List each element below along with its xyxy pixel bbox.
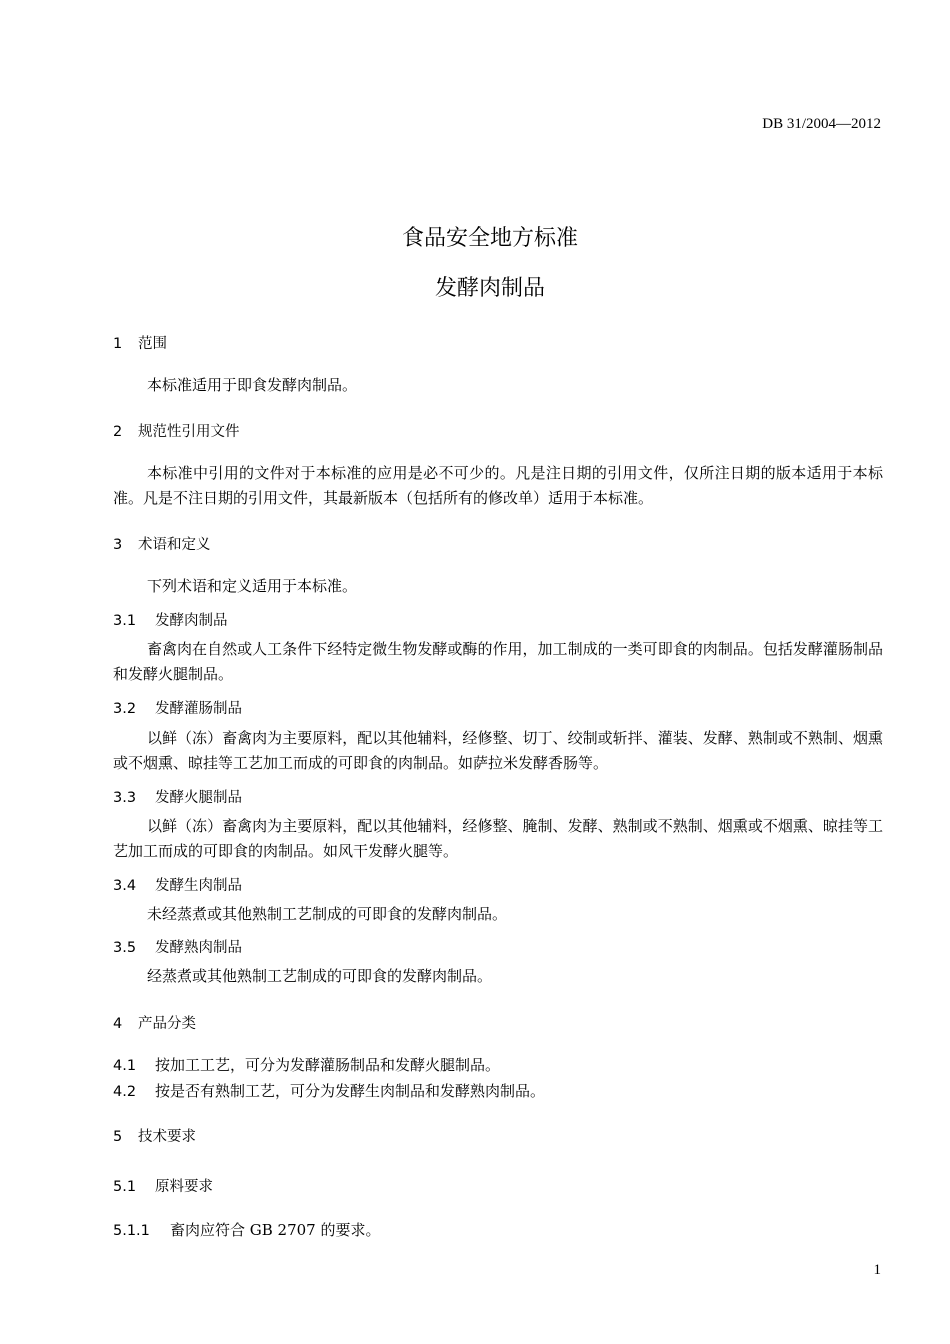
section-number: 3.2 xyxy=(113,701,137,717)
section-number: 3.3 xyxy=(113,790,137,806)
section-3-text: 下列术语和定义适用于本标准。 xyxy=(147,577,358,595)
section-title: 范围 xyxy=(138,336,167,352)
standard-code: DB 31/2004—2012 xyxy=(762,116,881,132)
section-number: 3 xyxy=(113,537,123,553)
section-3-3-text: 以鲜（冻）畜禽肉为主要原料，配以其他辅料，经修整、腌制、发酵、熟制或不熟制、烟熏或不烟熏、晾挂等工艺加工而成的可即食的肉制品。如风干发酵火腿等。 xyxy=(113,817,883,860)
section-3-5-text: 经蒸煮或其他熟制工艺制成的可即食的发酵肉制品。 xyxy=(147,967,493,985)
section-title: 发酵火腿制品 xyxy=(155,790,242,806)
section-number: 5 xyxy=(113,1129,123,1145)
section-number: 5.1.1 xyxy=(113,1223,150,1239)
section-title: 产品分类 xyxy=(138,1016,196,1032)
section-4-heading xyxy=(113,1012,196,1033)
section-title: 发酵肉制品 xyxy=(155,613,228,629)
section-5-1-heading xyxy=(113,1175,213,1196)
section-3-4-text: 未经蒸煮或其他熟制工艺制成的可即食的发酵肉制品。 xyxy=(147,905,508,923)
section-3-1-text: 畜禽肉在自然或人工条件下经特定微生物发酵或酶的作用，加工制成的一类可即食的肉制品。包括发酵灌肠制品和发酵火腿制品。 xyxy=(113,640,883,683)
section-1-text: 本标准适用于即食发酵肉制品。 xyxy=(147,376,358,394)
section-2-heading xyxy=(113,420,240,441)
section-title: 发酵熟肉制品 xyxy=(155,940,242,956)
section-3-1-heading xyxy=(113,609,228,630)
section-3-2-heading xyxy=(113,697,242,718)
section-title: 发酵灌肠制品 xyxy=(155,701,242,717)
section-4-2-item xyxy=(113,1080,545,1101)
section-1-heading xyxy=(113,332,167,353)
section-4-1-item xyxy=(113,1054,500,1075)
section-number: 4.2 xyxy=(113,1084,137,1100)
doc-title: 食品安全地方标准 xyxy=(401,226,578,251)
section-3-4-heading xyxy=(113,874,242,895)
section-title: 术语和定义 xyxy=(138,537,211,553)
section-number: 3.5 xyxy=(113,940,137,956)
section-3-2-text: 以鲜（冻）畜禽肉为主要原料，配以其他辅料，经修整、切丁、绞制或斩拌、灌装、发酵、熟制或不熟制、烟熏或不烟熏、晾挂等工艺加工而成的可即食的肉制品。如萨拉米发酵香肠等。 xyxy=(113,729,883,772)
section-text: 按加工工艺，可分为发酵灌肠制品和发酵火腿制品。 xyxy=(155,1056,501,1074)
section-3-heading xyxy=(113,533,211,554)
section-title: 技术要求 xyxy=(138,1129,196,1145)
section-text: 按是否有熟制工艺，可分为发酵生肉制品和发酵熟肉制品。 xyxy=(155,1082,546,1100)
section-3-3-heading xyxy=(113,786,242,807)
section-title: 发酵生肉制品 xyxy=(155,878,242,894)
section-text: 畜肉应符合 GB 2707 的要求。 xyxy=(170,1221,381,1239)
doc-subtitle: 发酵肉制品 xyxy=(434,276,545,301)
section-5-1-1-item xyxy=(113,1219,380,1240)
page-number: 1 xyxy=(873,1262,881,1278)
section-title: 原料要求 xyxy=(155,1179,213,1195)
section-3-5-heading xyxy=(113,936,242,957)
section-2-text: 本标准中引用的文件对于本标准的应用是必不可少的。凡是注日期的引用文件，仅所注日期的版本适用于本标准。凡是不注日期的引用文件，其最新版本（包括所有的修改单）适用于本标准。 xyxy=(113,464,883,507)
section-number: 4.1 xyxy=(113,1058,137,1074)
section-number: 2 xyxy=(113,424,123,440)
section-title: 规范性引用文件 xyxy=(138,424,240,440)
section-number: 4 xyxy=(113,1016,123,1032)
section-number: 1 xyxy=(113,336,123,352)
section-number: 5.1 xyxy=(113,1179,137,1195)
section-number: 3.4 xyxy=(113,878,137,894)
section-number: 3.1 xyxy=(113,613,137,629)
section-5-heading xyxy=(113,1125,196,1146)
